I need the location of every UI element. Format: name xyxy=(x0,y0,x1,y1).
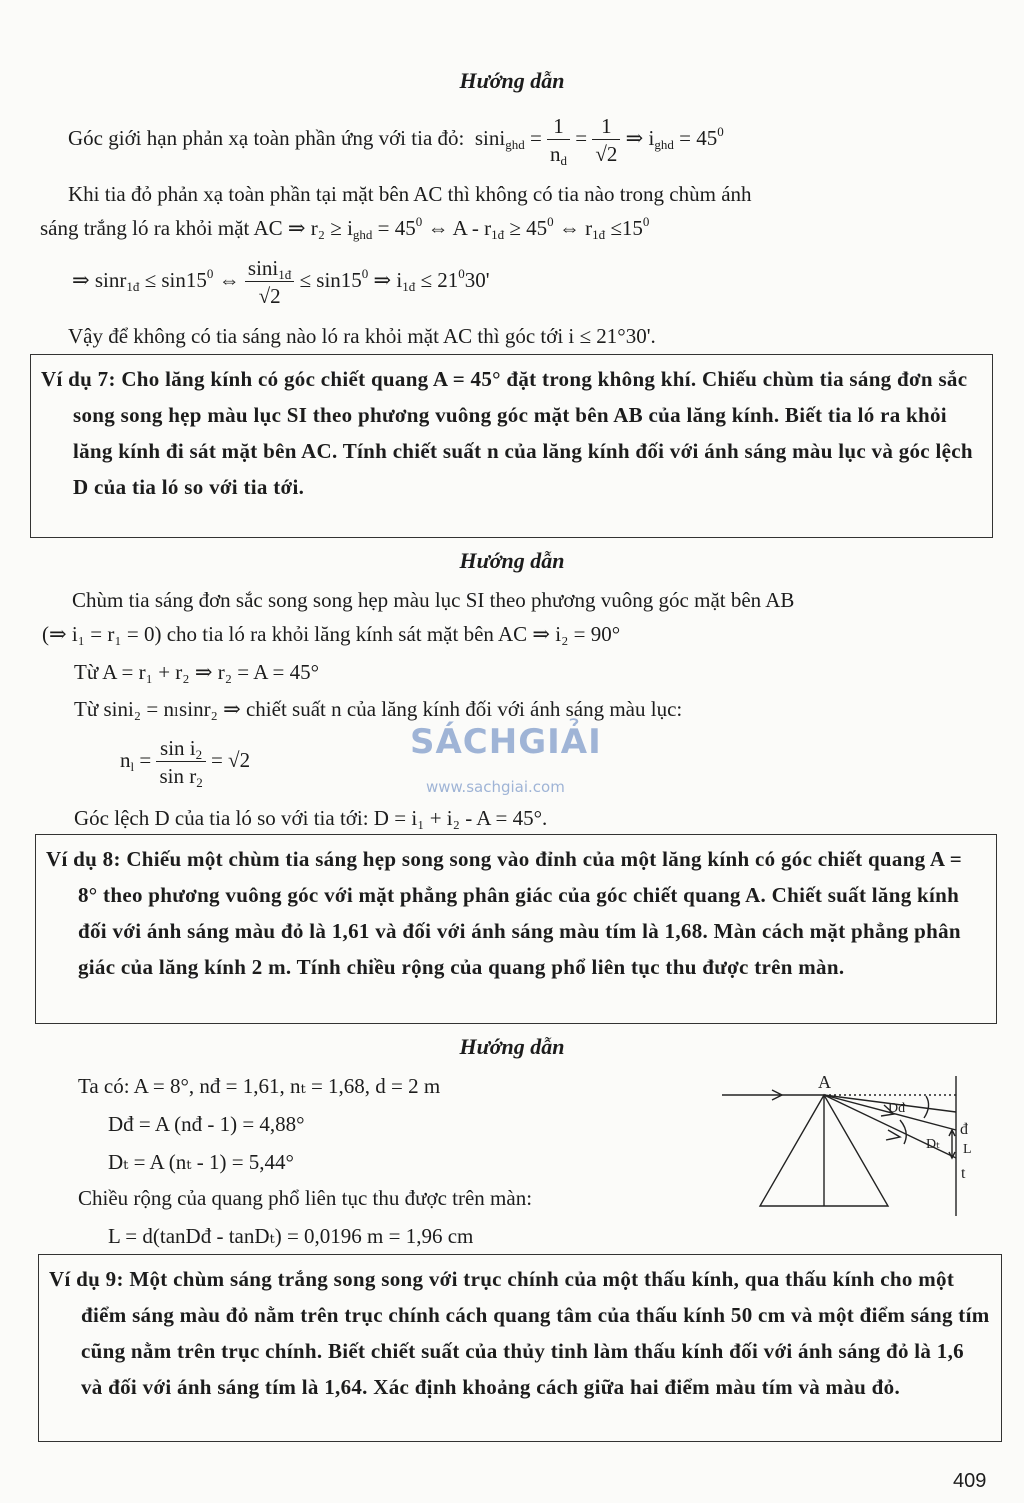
page-number: 409 xyxy=(953,1470,987,1492)
paragraph-line: Từ sini₂ = nₗsinr₂ ⇒ chiết suất n của lăng kính đối với ánh sáng màu lục: xyxy=(74,697,683,721)
paragraph-line: Góc lệch D của tia ló so với tia tới: D = i₁ + i₂ - A = 45°. xyxy=(74,806,548,830)
violet-ray-arrow xyxy=(886,1130,900,1140)
example-7-label: Ví dụ 7: xyxy=(41,367,116,391)
arc-dd xyxy=(924,1096,929,1118)
dt-label: Dₜ xyxy=(926,1137,941,1152)
section-heading-3: Hướng dẫn xyxy=(459,1034,565,1059)
paragraph-line: Dₜ = A (nₜ - 1) = 5,44° xyxy=(108,1150,294,1174)
section-heading-1: Hướng dẫn xyxy=(459,68,565,93)
paragraph-line-formula: sáng trắng ló ra khỏi mặt AC ⇒ $r_2 \ge i_{ghd} = 45^0$ ⇔ $A - r_{1đ} \ge 45^0$ ⇔ $r_{1đ} \le 15^0$ xyxy=(40,214,650,242)
example-7-text: Ví dụ 7: Cho lăng kính có góc chiết quang A = 45° đặt trong không khí. Chiếu chùm tia sáng đơn sắc song song hẹp màu lục SI theo phương vuông góc mặt bên AB của lăng kính. Biết tia ló ra khỏi lăng kính đi sát mặt bên AC. Tính chiết suất n của lăng kính đối với ánh sáng màu lục và góc lệch D của tia ló so với tia tới. xyxy=(41,367,973,499)
critical-angle-text: Góc giới hạn phản xạ toàn phần ứng với tia đỏ: xyxy=(68,126,465,150)
paragraph-line: Chiều rộng của quang phổ liên tục thu được trên màn: xyxy=(78,1186,533,1210)
red-point-label: đ xyxy=(960,1121,968,1138)
sine-inequality-formula: ⇒ $\sin r_{1đ} \le \sin 15^0$ ⇔ $\frac{\sin i_{1đ}}{√2}$ ≤ $\sin 15^0$ ⇒ $i_{1đ} \le 21^030'$ xyxy=(72,255,490,308)
dd-label: Dđ xyxy=(888,1101,906,1116)
example-8-box xyxy=(35,834,997,1024)
example-9-text: Ví dụ 9: Một chùm sáng trắng song song với trục chính của một thấu kính, qua thấu kính cho một điểm sáng màu đỏ nằm trên trục chính cách quang tâm của thấu kính 50 cm và một điểm sáng tím cũng nằm trên trục chính. Biết chiết suất của thủy tinh làm thấu kính đối với ánh sáng đỏ là 1,6 và đối với ánh sáng tím là 1,64. Xác định khoảng cách giữa hai điểm màu tím và màu đỏ. xyxy=(49,1267,990,1399)
example-8-label: Ví dụ 8: xyxy=(46,847,121,871)
example-7-box xyxy=(30,354,993,538)
section-heading-2: Hướng dẫn xyxy=(459,548,565,573)
example-8-text: Ví dụ 8: Chiếu một chùm tia sáng hẹp song song vào đỉnh của một lăng kính có góc chiết quang A = 8° theo phương vuông góc với mặt phẳng phân giác của góc chiết quang A. Chiết suất lăng kính đối với ánh sáng màu đỏ là 1,61 và đối với ánh sáng màu tím là 1,68. Màn cách mặt phẳng phân giác của lăng kính 2 m. Tính chiều rộng của quang phổ liên tục thu được trên màn. xyxy=(46,847,962,979)
paragraph-line: Dđ = A (nđ - 1) = 4,88° xyxy=(108,1112,305,1136)
paragraph-line: Từ A = r₁ + r₂ ⇒ r₂ = A = 45° xyxy=(74,660,319,684)
apex-label: A xyxy=(818,1072,831,1092)
paragraph-line: L = d(tanDđ - tanDₜ) = 0,0196 m = 1,96 cm xyxy=(108,1224,474,1248)
watermark-logo: SÁCHGIẢI xyxy=(410,722,602,762)
prism-diagram xyxy=(720,1068,990,1218)
violet-point-label: t xyxy=(961,1165,966,1182)
example-9-label: Ví dụ 9: xyxy=(49,1267,124,1291)
paragraph-line: Khi tia đỏ phản xạ toàn phần tại mặt bên AC thì không có tia nào trong chùm ánh xyxy=(68,182,752,206)
paragraph-line: Ta có: A = 8°, nđ = 1,61, nₜ = 1,68, d = 2 m xyxy=(78,1074,441,1098)
critical-angle-line xyxy=(68,108,724,168)
l-label: L xyxy=(963,1142,972,1157)
example-9-box xyxy=(38,1254,1002,1442)
paragraph-line: Chùm tia sáng đơn sắc song song hẹp màu lục SI theo phương vuông góc mặt bên AB xyxy=(72,588,795,612)
watermark-url: www.sachgiai.com xyxy=(426,778,565,796)
refractive-index-formula: $n_l$ = $\frac{\sin i_2}{\sin r_2}$ = √2 xyxy=(120,735,251,790)
conclusion-line: Vậy để không có tia sáng nào ló ra khỏi mặt AC thì góc tới i ≤ 21°30'. xyxy=(68,324,656,348)
paragraph-line: (⇒ i₁ = r₁ = 0) cho tia ló ra khỏi lăng kính sát mặt bên AC ⇒ i₂ = 90° xyxy=(42,622,621,646)
critical-angle-formula: sini$_{ghd}$ = $\frac{1}{n_d}$ = $\frac{1}{√2}$ ⇒ $i_{ghd} = 45^0$ xyxy=(469,113,724,168)
